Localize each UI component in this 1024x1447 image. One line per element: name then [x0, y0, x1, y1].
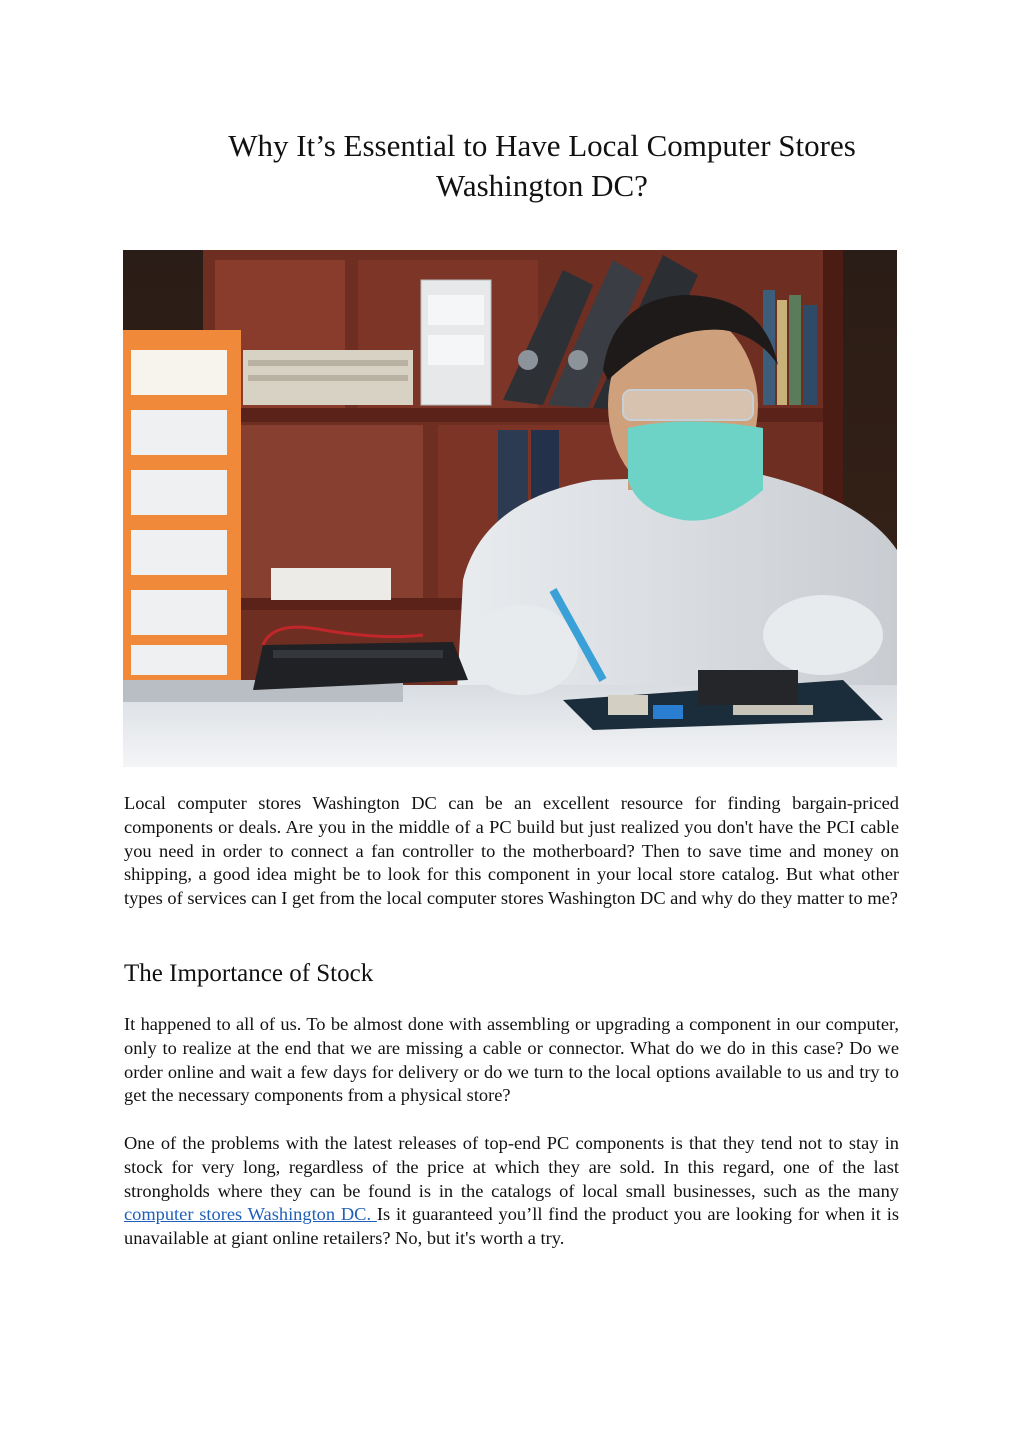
stock-paragraph-1: It happened to all of us. To be almost done with assembling or upgrading a component in our computer, only to realize at the end that we are missing a cable or connector. What do we do in this case? Do we order online and wait a few days for delivery or do we turn to the local options available to us and try to get the necessary components from a physical store?	[124, 1014, 899, 1106]
technician-photo	[123, 250, 897, 767]
section-heading: The Importance of Stock	[124, 960, 374, 987]
paragraph-text-after-link: Is it guaranteed you’ll find the product you are looking for when it is unavailable at giant online retailers? No, but it's worth a try.	[124, 1204, 899, 1249]
stock-paragraph-2	[124, 1132, 899, 1251]
intro-paragraph: Local computer stores Washington DC can be an excellent resource for finding bargain-priced components or deals. Are you in the middle of a PC build but just realized you don't have the PCI cable you need in order to connect a fan controller to the motherboard? Then to save time and money on shipping, a good idea might be to look for this component in your local store catalog. But what other types of services can I get from the local computer stores Washington DC and why do they matter to me?	[124, 793, 899, 909]
title-line-2: Washington DC?	[436, 168, 648, 203]
paragraph-text-before-link: One of the problems with the latest releases of top-end PC components is that they tend not to stay in stock for very long, regardless of the price at which they are sold. In this regard, one of the last strongholds where they can be found is in the catalogs of local small businesses, such as the many	[124, 1133, 899, 1201]
page-title	[124, 126, 960, 206]
computer-stores-link[interactable]: computer stores Washington DC.	[124, 1204, 377, 1225]
title-line-1: Why It’s Essential to Have Local Computer Stores	[228, 128, 856, 163]
